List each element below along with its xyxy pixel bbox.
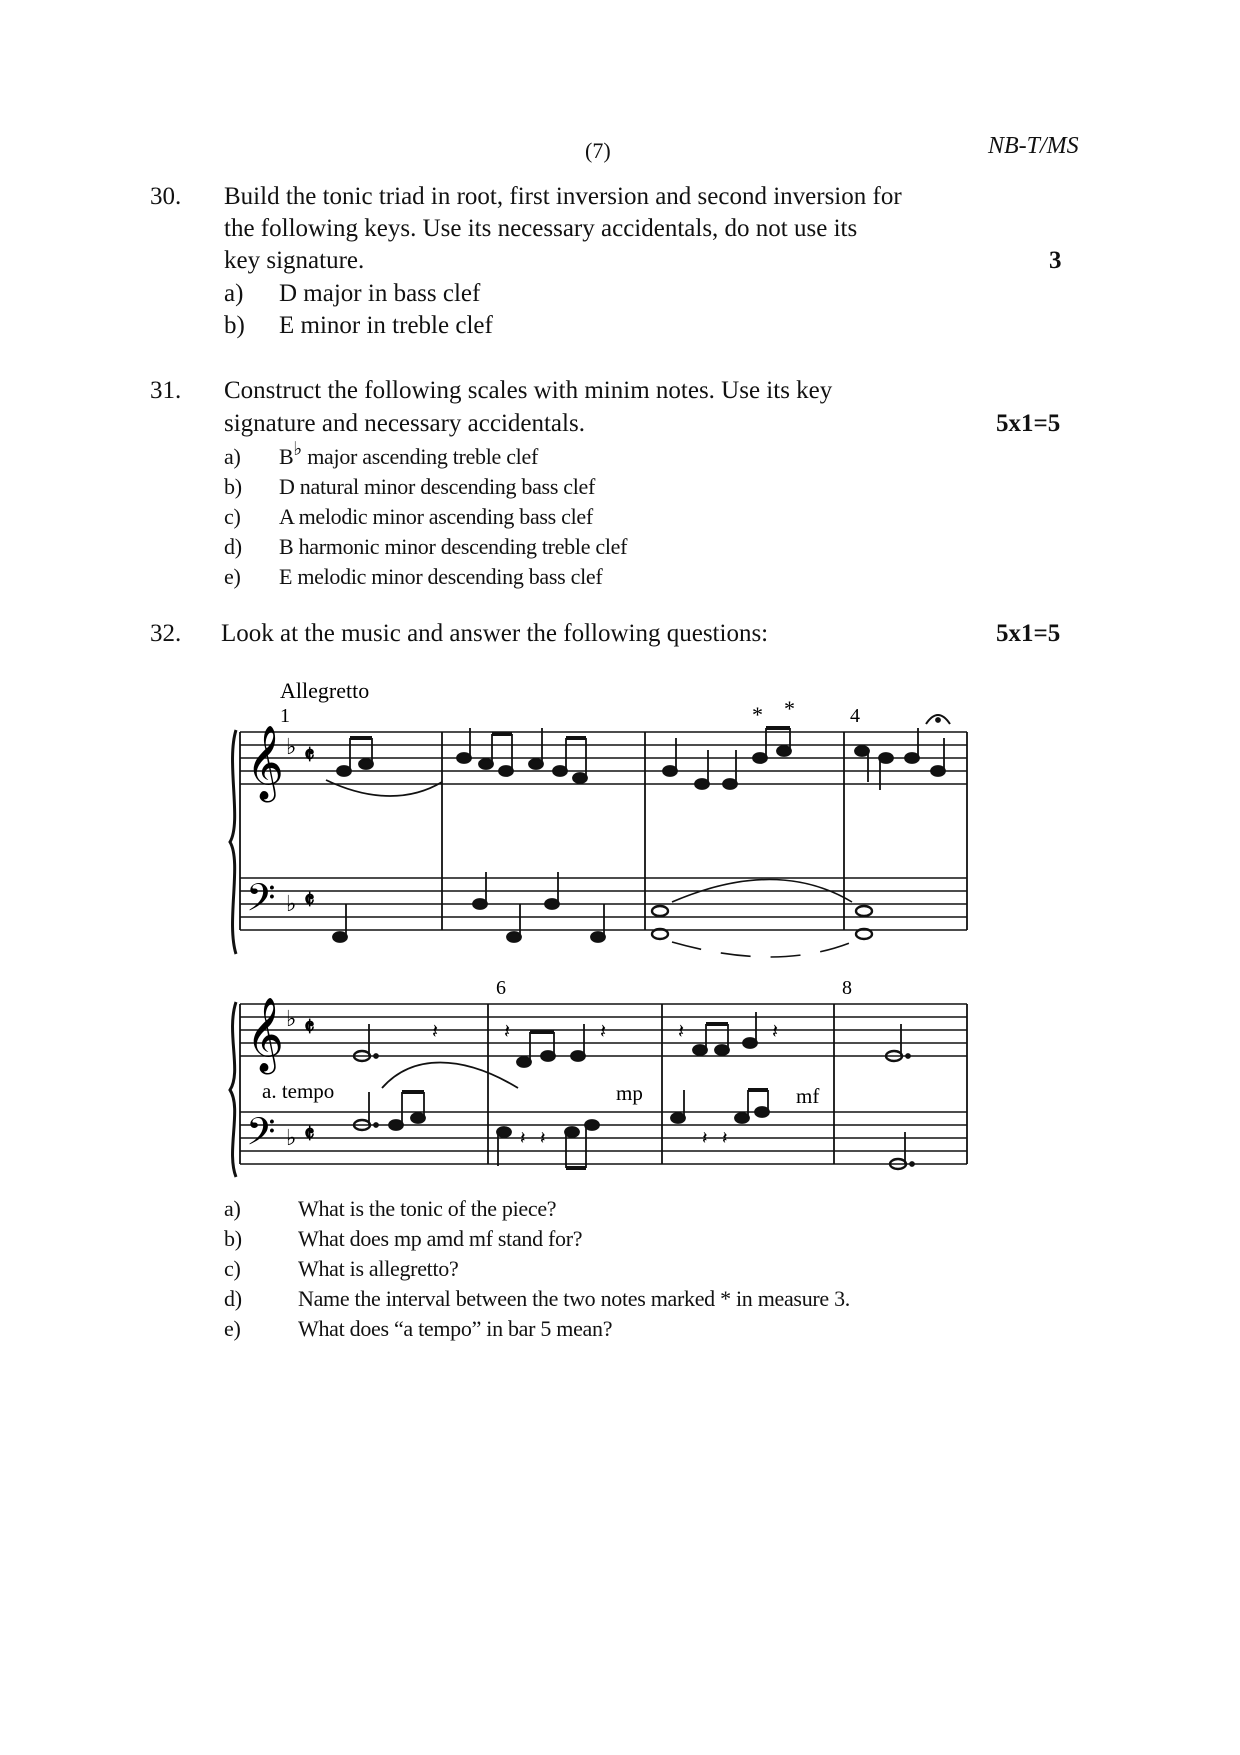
bass-staff <box>240 1112 967 1164</box>
svg-text:𝄽: 𝄽 <box>520 1128 526 1148</box>
svg-text:𝄽: 𝄽 <box>678 1021 685 1043</box>
dynamic-mp: mp <box>616 1081 643 1105</box>
measure-number: 4 <box>850 705 860 727</box>
item-label: b) <box>224 474 242 499</box>
item-label: b) <box>224 1226 242 1251</box>
svg-text:𝄽: 𝄽 <box>540 1128 546 1148</box>
brace-icon <box>230 730 236 954</box>
measure-number: 6 <box>496 977 506 999</box>
cut-time-icon: 𝄵 <box>304 743 315 769</box>
cut-time-icon: 𝄵 <box>304 888 315 914</box>
question-marks: 5x1=5 <box>996 620 1061 647</box>
question-number: 31. <box>150 377 182 404</box>
measure-number: 8 <box>842 977 852 999</box>
question-number: 32. <box>150 620 182 647</box>
item-label: d) <box>224 1286 242 1311</box>
a-tempo-marking: a. tempo <box>262 1079 335 1103</box>
flat-icon: ♭ <box>286 891 297 916</box>
question-text-line: signature and necessary accidentals. <box>224 410 585 437</box>
slur <box>326 780 442 796</box>
item-text: B harmonic minor descending treble clef <box>279 534 628 559</box>
item-text: What is allegretto? <box>298 1256 459 1281</box>
tie <box>672 942 852 957</box>
item-label: e) <box>224 564 241 589</box>
item-label: a) <box>224 444 241 469</box>
flat-icon: ♭ <box>286 1006 297 1031</box>
question-marks: 5x1=5 <box>996 410 1061 437</box>
item-label: c) <box>224 504 241 529</box>
question-text-line: the following keys. Use its necessary accidentals, do not use its <box>224 215 858 242</box>
treble-staff <box>240 732 967 784</box>
question-marks: 3 <box>1049 247 1062 274</box>
item-text: What does “a tempo” in bar 5 mean? <box>298 1316 613 1341</box>
dynamic-mf: mf <box>796 1084 820 1108</box>
music-score-system-2 <box>222 972 972 1187</box>
svg-text:𝄽: 𝄽 <box>600 1021 607 1043</box>
cut-time-icon: 𝄵 <box>304 1015 315 1041</box>
item-text: E melodic minor descending bass clef <box>279 564 603 589</box>
page-number: (7) <box>585 138 611 163</box>
svg-text:𝄽: 𝄽 <box>702 1128 708 1148</box>
item-text: What is the tonic of the piece? <box>298 1196 557 1221</box>
item-label: c) <box>224 1256 241 1281</box>
question-text-line: Look at the music and answer the following questions: <box>221 620 769 647</box>
music-score-system-1 <box>222 672 972 962</box>
item-suffix: major ascending treble clef <box>302 444 538 469</box>
item-text: A melodic minor ascending bass clef <box>279 504 593 529</box>
treble-clef-icon: 𝄞 <box>246 727 284 798</box>
flat-icon: ♭ <box>286 1125 297 1150</box>
item-label: a) <box>224 1196 241 1221</box>
treble-clef-icon: 𝄞 <box>246 999 284 1070</box>
svg-text:𝄽: 𝄽 <box>432 1021 439 1043</box>
bass-clef-icon: 𝄢 <box>246 877 276 928</box>
brace-icon <box>230 1002 236 1177</box>
item-prefix: B <box>279 444 294 469</box>
question-number: 30. <box>150 183 182 210</box>
item-text <box>279 439 538 470</box>
item-text: D natural minor descending bass clef <box>279 474 596 499</box>
flat-icon: ♭ <box>286 734 297 759</box>
star-mark: * <box>784 696 795 721</box>
question-text-line: key signature. <box>224 247 365 274</box>
cut-time-icon: 𝄵 <box>304 1122 315 1148</box>
flat-icon: ♭ <box>293 439 303 460</box>
bass-notes <box>333 872 872 942</box>
item-text: E minor in treble clef <box>279 312 493 339</box>
bass-clef-icon: 𝄢 <box>246 1111 276 1162</box>
paper-code: NB-T/MS <box>988 133 1079 159</box>
item-text: Name the interval between the two notes marked * in measure 3. <box>298 1286 850 1311</box>
star-mark: * <box>752 702 763 727</box>
item-label: d) <box>224 534 242 559</box>
question-text-line: Construct the following scales with minim notes. Use its key <box>224 377 833 404</box>
item-text: What does mp amd mf stand for? <box>298 1226 583 1251</box>
barlines <box>240 732 967 930</box>
svg-text:𝄽: 𝄽 <box>504 1021 511 1043</box>
question-text-line: Build the tonic triad in root, first inversion and second inversion for <box>224 183 902 210</box>
svg-text:𝄽: 𝄽 <box>772 1021 779 1043</box>
item-label: e) <box>224 1316 241 1341</box>
measure-number: 1 <box>280 705 290 727</box>
tempo-marking: Allegretto <box>280 678 370 703</box>
svg-text:𝄽: 𝄽 <box>722 1128 728 1148</box>
slur <box>382 1063 518 1089</box>
item-text: D major in bass clef <box>279 280 481 307</box>
item-label: a) <box>224 280 244 307</box>
item-label: b) <box>224 312 245 339</box>
